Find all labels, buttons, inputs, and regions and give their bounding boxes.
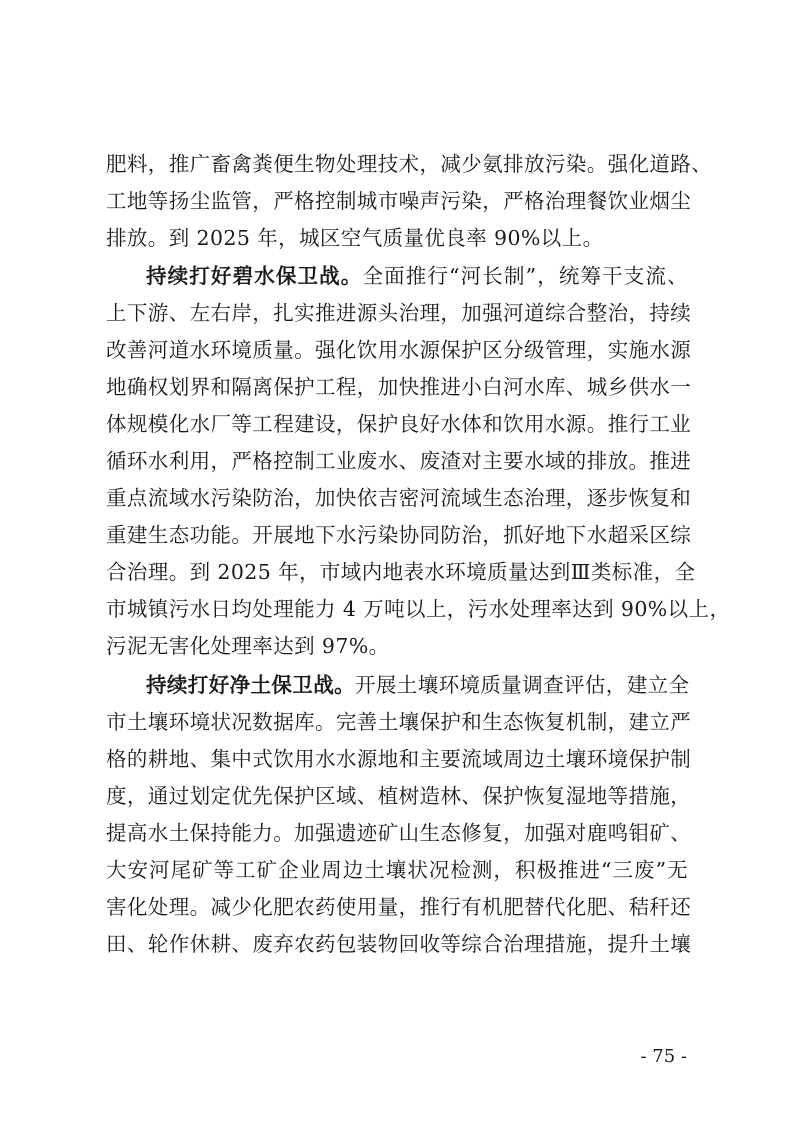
section-heading-clean-soil: 持续打好净土保卫战。	[146, 673, 355, 697]
paragraph-line: 工地等扬尘监管，严格控制城市噪声污染，严格治理餐饮业烟尘	[106, 189, 692, 213]
paragraph-line: 污泥无害化处理率达到 97%。	[106, 634, 390, 658]
paragraph-line: 害化处理。减少化肥农药使用量，推行有机肥替代化肥、秸秆还	[106, 895, 692, 919]
paragraph-first-line	[146, 258, 688, 294]
page-number: - 75 -	[640, 1046, 687, 1067]
paragraph-line: 重点流域水污染防治，加快依吉密河流域生态治理，逐步恢复和	[106, 486, 692, 510]
paragraph-line: 循环水利用，严格控制工业废水、废渣对主要水域的排放。推进	[106, 449, 692, 473]
paragraph-line: 改善河道水环境质量。强化饮用水源保护区分级管理，实施水源	[106, 338, 692, 362]
section-heading-clear-water: 持续打好碧水保卫战。	[146, 264, 363, 288]
paragraph-line: 度，通过划定优先保护区域、植树造林、保护恢复湿地等措施，	[106, 784, 692, 808]
paragraph-first-line	[146, 667, 688, 703]
paragraph-line: 格的耕地、集中式饮用水水源地和主要流域周边土壤环境保护制	[106, 747, 692, 771]
paragraph-line: 体规模化水厂等工程建设，保护良好水体和饮用水源。推行工业	[106, 412, 692, 436]
paragraph-line: 田、轮作休耕、废弃农药包装物回收等综合治理措施，提升土壤	[106, 932, 692, 956]
paragraph-line: 合治理。到 2025 年，市域内地表水环境质量达到Ⅲ类标准，全	[106, 560, 696, 584]
paragraph-line: 地确权划界和隔离保护工程，加快推进小白河水库、城乡供水一	[106, 375, 692, 399]
paragraph-line-text: 开展土壤环境质量调查评估，建立全	[355, 673, 690, 697]
paragraph-line: 市城镇污水日均处理能力 4 万吨以上，污水处理率达到 90%以上，	[106, 597, 731, 621]
paragraph-line: 大安河尾矿等工矿企业周边土壤状况检测，积极推进“三废”无	[106, 858, 688, 882]
paragraph-line: 上下游、左右岸，扎实推进源头治理，加强河道综合整治，持续	[106, 301, 692, 325]
paragraph-line: 提高水土保持能力。加强遗迹矿山生态修复，加强对鹿鸣钼矿、	[106, 821, 692, 845]
paragraph-line: 肥料，推广畜禽粪便生物处理技术，减少氨排放污染。强化道路、	[106, 152, 713, 176]
paragraph-line: 排放。到 2025 年，城区空气质量优良率 90%以上。	[106, 226, 604, 250]
paragraph-line-text: 全面推行“河长制”，统筹干支流、	[362, 264, 688, 288]
paragraph-line: 重建生态功能。开展地下水污染协同防治，抓好地下水超采区综	[106, 523, 692, 547]
paragraph-line: 市土壤环境状况数据库。完善土壤保护和生态恢复机制，建立严	[106, 710, 692, 734]
